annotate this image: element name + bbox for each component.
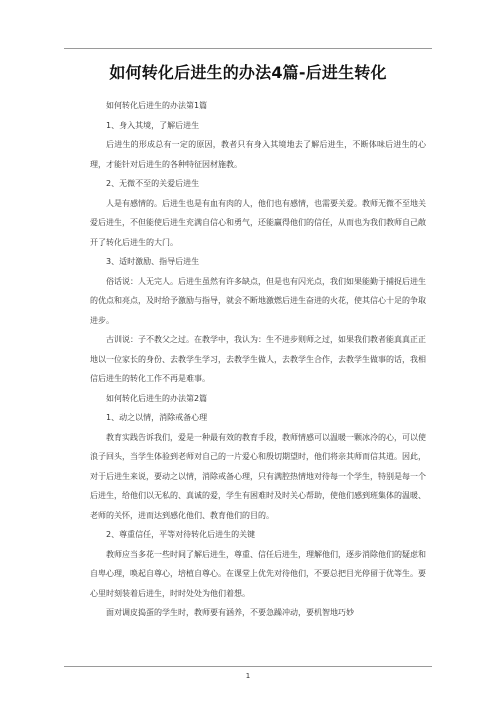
section-heading: 如何转化后进生的办法第2篇: [106, 393, 208, 403]
footer-rule: [64, 666, 432, 667]
page-number: 1: [245, 672, 251, 680]
section-heading: 如何转化后进生的办法第1篇: [106, 101, 208, 110]
document-title: 如何转化后进生的办法4篇-后进生转化: [109, 63, 387, 82]
subheading: 2、无微不至的关爱后进生: [106, 179, 200, 188]
paragraph: 面对调皮捣蛋的学生时，教师要有涵养，不要急躁冲动，要机智地巧妙: [106, 608, 354, 617]
paragraph: 古训说：子不教父之过。在教学中，我认为：生不进步则师之过，如果我们教者能真真正正地以一位家长的身份、去教学生学习，去教学生做人，去教学生合作，去教学生做事的话，我相信后进生的转化工作不再是难事。: [90, 335, 426, 383]
paragraph: 后进生的形成总有一定的原因，教者只有身入其境地去了解后进生，不断体味后进生的心理，才能针对后进生的各种特征因材施教。: [90, 140, 426, 169]
subheading: 2、尊重信任，平等对待转化后进生的关键: [106, 530, 256, 539]
document-body: [90, 96, 426, 623]
subheading: 1、身入其境，了解后进生: [106, 120, 200, 130]
paragraph: 教师应当多花一些时间了解后进生，尊重、信任后进生，理解他们，逐步消除他们的疑虑和自卑心理，唤起自尊心，培植自尊心。在课堂上优先对待他们，不要总把目光停留于优等生。要心里时刻装着后进生，时时处处为他们着想。: [90, 549, 426, 598]
paragraph: 教育实践告诉我们，爱是一种最有效的教育手段，教师情感可以温暖一颗冰冷的心，可以使浪子回头，当学生体验到老师对自己的一片爱心和殷切期望时，他们将亲其师而信其道。因此，对于后进生来说，要动之以情，消除戒备心理，只有满腔热情地对待每一个学生，特别是每一个后进生，给他们以无私的、真诚的爱，学生有困难时及时关心帮助，使他们感到班集体的温暖、老师的关怀，进而达到感化他们、教育他们的目的。: [90, 432, 426, 520]
header-rule: [64, 48, 432, 49]
subheading: 3、适时激励、指导后进生: [106, 257, 200, 266]
paragraph: 俗话说：人无完人。后进生虽然有许多缺点，但是也有闪光点，我们如果能勤于捕捉后进生的优点和亮点，及时给予激励与指导，就会不断地激燃后进生奋进的火花，使其信心十足的争取进步。: [90, 276, 426, 325]
paragraph: 人是有感情的。后进生也是有血有肉的人，他们也有感情，也需要关爱。教师无微不至地关爱后进生，不但能使后进生充满自信心和勇气，还能赢得他们的信任，从而也为我们教师自己敞开了转化后进生的大门。: [90, 198, 426, 247]
subheading: 1、动之以情，消除戒备心理: [106, 413, 208, 422]
